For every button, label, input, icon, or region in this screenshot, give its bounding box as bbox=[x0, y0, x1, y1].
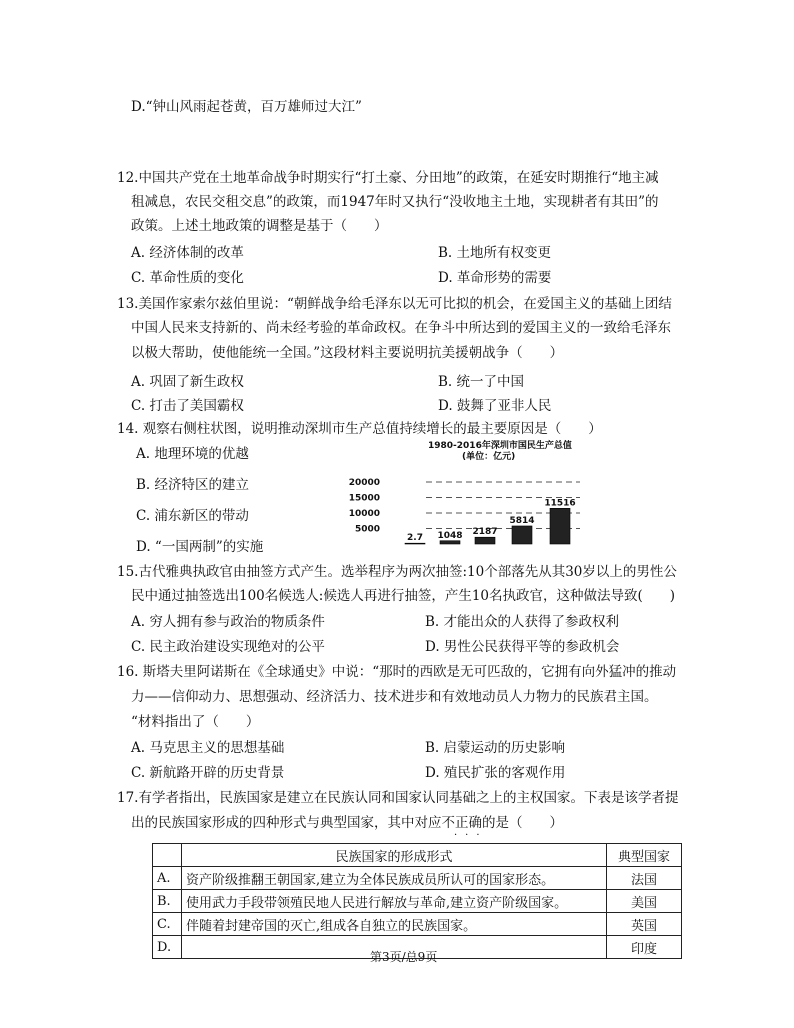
table-cell: A. bbox=[153, 867, 182, 890]
bar-value-label: 11516 bbox=[544, 498, 576, 509]
bar-value-label: 5814 bbox=[509, 515, 535, 526]
table-header-row bbox=[153, 844, 682, 867]
q12-stem-line3: 政策。上述土地政策的调整是基于（ ） bbox=[131, 218, 388, 234]
table-cell: B. bbox=[153, 890, 182, 913]
q17-stem-line1: 17.有学者指出，民族国家是建立在民族认同和国家认同基础之上的主权国家。下表是该学者提 bbox=[117, 790, 679, 806]
q14-option-d: D. “一国两制”的实施 bbox=[136, 539, 264, 555]
table-cell: 美国 bbox=[607, 890, 682, 913]
bar bbox=[475, 537, 495, 544]
q13-option-d: D. 鼓舞了亚非人民 bbox=[438, 398, 552, 414]
q13-stem-line2: 中国人民来支持新的、尚未经考验的革命政权。在争斗中所达到的爱国主义的一致给毛泽东 bbox=[131, 320, 671, 336]
q13-option-b: B. 统一了中国 bbox=[438, 374, 525, 390]
q16-option-d: D. 殖民扩张的客观作用 bbox=[425, 765, 566, 781]
y-tick-label: 5000 bbox=[354, 524, 380, 535]
table-cell: 英国 bbox=[607, 913, 682, 936]
y-tick-label: 10000 bbox=[348, 509, 380, 519]
table-cell: C. bbox=[153, 913, 182, 936]
y-tick-label: 15000 bbox=[348, 493, 380, 504]
table-cell: 法国 bbox=[607, 867, 682, 890]
bar bbox=[550, 508, 570, 544]
chart-subtitle: (单位：亿元) bbox=[462, 452, 516, 462]
q15-option-a: A. 穷人拥有参与政治的物质条件 bbox=[131, 614, 325, 630]
table-row bbox=[153, 913, 682, 936]
gdp-bar-chart bbox=[340, 462, 600, 558]
bar-value-label: 2.7 bbox=[407, 533, 423, 544]
table-cell: D. bbox=[153, 936, 182, 959]
q16-option-b: B. 启蒙运动的历史影响 bbox=[425, 740, 566, 756]
q16-stem-line2: 力——信仰动力、思想强动、经济活力、技术进步和有效地动员人力物力的民族君主国。 bbox=[131, 689, 658, 705]
table-header-cell: 典型国家 bbox=[607, 844, 682, 867]
q12-option-b: B. 土地所有权变更 bbox=[438, 245, 552, 261]
q12-stem-line1: 12.中国共产党在土地革命战争时期实行“打土豪、分田地”的政策，在延安时期推行“地主减 bbox=[117, 170, 659, 186]
q16-option-c: C. 新航路开辟的历史背景 bbox=[131, 765, 285, 781]
q16-stem-line3: “材料指出了（ ） bbox=[131, 714, 260, 730]
q12-option-a: A. 经济体制的改革 bbox=[131, 245, 244, 261]
q15-option-c: C. 民主政治建设实现绝对的公平 bbox=[131, 639, 325, 655]
table-row bbox=[153, 890, 682, 913]
table-cell: 资产阶级推翻王朝国家,建立为全体民族成员所认可的国家形态。 bbox=[182, 867, 607, 890]
q13-stem-line1: 13.美国作家索尔兹伯里说：“朝鲜战争给毛泽东以无可比拟的机会，在爱国主义的基础上团结 bbox=[117, 296, 672, 312]
bar bbox=[405, 543, 425, 544]
q16-stem-line1: 16. 斯塔夫里阿诺斯在《全球通史》中说：“那时的西欧是无可匹敌的，它拥有向外猛冲的推动 bbox=[117, 664, 677, 680]
chart-title: 1980-2016年深圳市国民生产总值 bbox=[428, 441, 572, 451]
table-cell: 印度 bbox=[607, 936, 682, 959]
q13-stem-line3: 以极大帮助，使他能统一全国。”这段材料主要说明抗美援朝战争（ ） bbox=[131, 345, 564, 361]
q15-stem-line2: 民中通过抽签选出100名候选人:候选人再进行抽签，产生10名执政官，这种做法导致( ) bbox=[131, 588, 676, 604]
table-cell: 使用武力手段带领殖民地人民进行解放与革命,建立资产阶级国家。 bbox=[182, 890, 607, 913]
page-footer: 第3页/总9页 bbox=[370, 950, 438, 964]
emphasis-dots: ··· bbox=[454, 830, 488, 841]
q15-stem-line1: 15.古代雅典执政官由抽签方式产生。选举程序为两次抽签:10个部落先从其30岁以上的男性公 bbox=[117, 564, 677, 580]
table-header-cell bbox=[153, 844, 182, 867]
q14-option-a: A. 地理环境的优越 bbox=[136, 446, 249, 462]
bar-value-label: 2187 bbox=[472, 527, 498, 538]
q15-option-b: B. 才能出众的人获得了参政权利 bbox=[425, 614, 620, 630]
bar-value-label: 1048 bbox=[437, 530, 463, 541]
q14-stem: 14. 观察右侧柱状图，说明推动深圳市生产总值持续增长的最主要原因是（ ） bbox=[117, 421, 602, 437]
q12-option-d: D. 革命形势的需要 bbox=[438, 270, 552, 286]
q17-stem-line2: 出的民族国家形成的四种形式与典型国家，其中对应不正确的是（ ） bbox=[131, 815, 563, 831]
q12-option-c: C. 革命性质的变化 bbox=[131, 270, 244, 286]
q14-option-c: C. 浦东新区的带动 bbox=[136, 508, 249, 524]
q12-stem-line2: 租减息，农民交租交息”的政策，而1947年时又执行“没收地主土地，实现耕者有其田”的 bbox=[131, 194, 659, 210]
y-tick-label: 20000 bbox=[348, 478, 380, 488]
q13-option-a: A. 巩固了新生政权 bbox=[131, 374, 244, 390]
bar bbox=[440, 541, 460, 544]
table-cell: 伴随着封建帝国的灭亡,组成各自独立的民族国家。 bbox=[182, 913, 607, 936]
table-header-cell: 民族国家的形成形式 bbox=[182, 844, 607, 867]
q16-option-a: A. 马克思主义的思想基础 bbox=[131, 740, 285, 756]
nation-state-table bbox=[152, 843, 682, 959]
table-row bbox=[153, 867, 682, 890]
q13-option-c: C. 打击了美国霸权 bbox=[131, 398, 244, 414]
bar bbox=[512, 526, 532, 544]
q11-option-d: D.“钟山风雨起苍黄，百万雄师过大江” bbox=[131, 99, 362, 115]
q15-option-d: D. 男性公民获得平等的参政机会 bbox=[425, 639, 620, 655]
q14-option-b: B. 经济特区的建立 bbox=[136, 477, 250, 493]
